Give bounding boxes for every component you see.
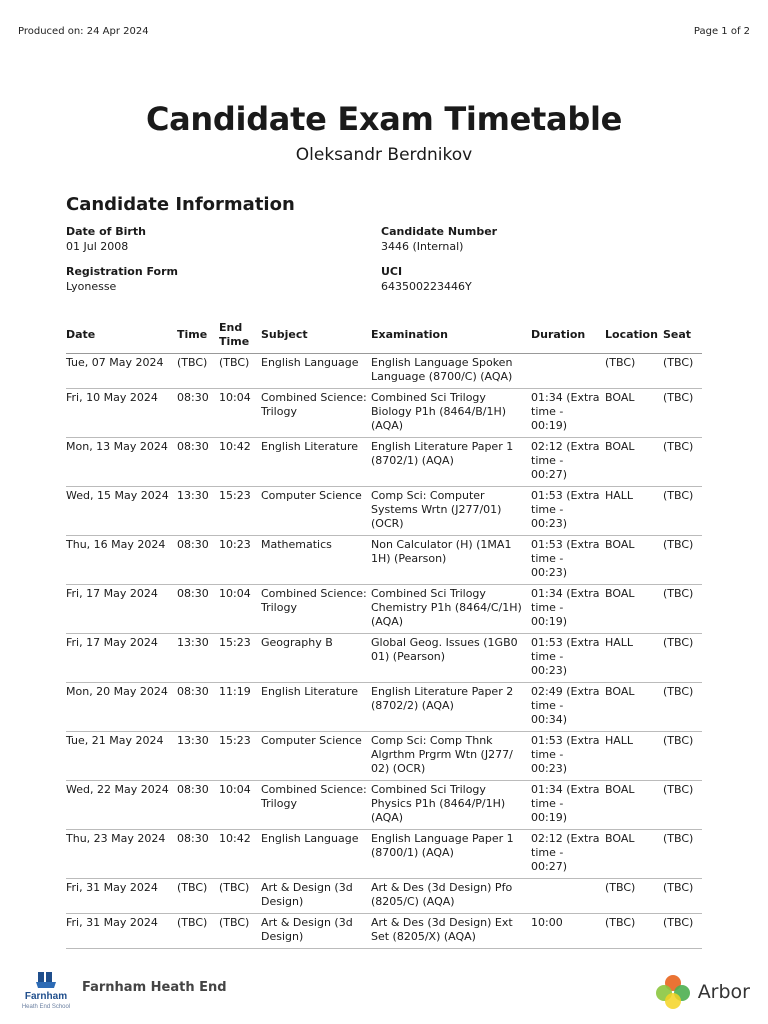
cell-date: Wed, 22 May 2024 xyxy=(66,781,177,830)
cell-subject: English Language xyxy=(261,354,371,389)
cell-location: BOAL xyxy=(605,536,663,585)
cell-duration: 02:49 (Extra time - 00:34) xyxy=(531,683,605,732)
cell-examination: Global Geog. Issues (1GB0 01) (Pearson) xyxy=(371,634,531,683)
cell-duration: 01:53 (Extra time - 00:23) xyxy=(531,536,605,585)
cell-location: BOAL xyxy=(605,830,663,879)
cell-location: BOAL xyxy=(605,683,663,732)
cell-subject: Combined Science: Trilogy xyxy=(261,781,371,830)
cell-time: 08:30 xyxy=(177,781,219,830)
cell-date: Wed, 15 May 2024 xyxy=(66,487,177,536)
cell-date: Fri, 17 May 2024 xyxy=(66,585,177,634)
cell-subject: Combined Science: Trilogy xyxy=(261,585,371,634)
uci-field xyxy=(381,264,696,304)
table-row xyxy=(66,438,702,487)
cell-seat: (TBC) xyxy=(663,683,702,732)
cell-end-time: 10:04 xyxy=(219,781,261,830)
cell-date: Fri, 31 May 2024 xyxy=(66,914,177,949)
cell-subject: Geography B xyxy=(261,634,371,683)
cell-location: BOAL xyxy=(605,781,663,830)
table-row xyxy=(66,487,702,536)
cell-end-time: 10:23 xyxy=(219,536,261,585)
cell-time: 13:30 xyxy=(177,732,219,781)
school-logo xyxy=(16,970,227,1012)
arbor-leaf-icon xyxy=(654,974,692,1010)
cell-time: 08:30 xyxy=(177,389,219,438)
col-header-examination: Examination xyxy=(371,318,531,354)
crest-text-bottom: Heath End School xyxy=(21,1004,71,1010)
arbor-logo xyxy=(654,974,750,1010)
cell-duration: 02:12 (Extra time - 00:27) xyxy=(531,830,605,879)
table-row xyxy=(66,585,702,634)
registration-form-field xyxy=(66,264,381,304)
cell-date: Thu, 23 May 2024 xyxy=(66,830,177,879)
cell-time: 13:30 xyxy=(177,634,219,683)
cell-date: Thu, 16 May 2024 xyxy=(66,536,177,585)
cell-examination: Comp Sci: Computer Systems Wrtn (J277/01) (OCR) xyxy=(371,487,531,536)
cell-end-time: 10:04 xyxy=(219,389,261,438)
cell-time: 08:30 xyxy=(177,683,219,732)
cell-time: 13:30 xyxy=(177,487,219,536)
candidate-number-label: Candidate Number xyxy=(381,225,498,238)
cell-date: Tue, 21 May 2024 xyxy=(66,732,177,781)
page-header xyxy=(18,26,750,37)
cell-end-time: 10:04 xyxy=(219,585,261,634)
cell-seat: (TBC) xyxy=(663,830,702,879)
table-row xyxy=(66,536,702,585)
col-header-time: Time xyxy=(177,318,219,354)
cell-end-time: 15:23 xyxy=(219,732,261,781)
cell-end-time: 15:23 xyxy=(219,487,261,536)
page-number: Page 1 of 2 xyxy=(693,26,750,37)
col-header-seat: Seat xyxy=(663,318,702,354)
crest-text-top: Farnham xyxy=(24,991,68,1002)
candidate-number-field xyxy=(381,224,696,264)
cell-seat: (TBC) xyxy=(663,914,702,949)
table-row xyxy=(66,634,702,683)
cell-examination: Art & Des (3d Design) Ext Set (8205/X) (AQA) xyxy=(371,914,531,949)
cell-end-time: (TBC) xyxy=(219,914,261,949)
cell-time: 08:30 xyxy=(177,585,219,634)
produced-date: Produced on: 24 Apr 2024 xyxy=(18,26,149,37)
table-header-row xyxy=(66,318,702,354)
school-crest-icon xyxy=(16,970,76,1012)
cell-examination: English Language Paper 1 (8700/1) (AQA) xyxy=(371,830,531,879)
col-header-subject: Subject xyxy=(261,318,371,354)
cell-seat: (TBC) xyxy=(663,585,702,634)
registration-form-label: Registration Form xyxy=(66,265,178,278)
cell-duration: 01:53 (Extra time - 00:23) xyxy=(531,487,605,536)
cell-end-time: 15:23 xyxy=(219,634,261,683)
cell-seat: (TBC) xyxy=(663,732,702,781)
cell-location: (TBC) xyxy=(605,914,663,949)
uci-value: 643500223446Y xyxy=(381,280,472,293)
cell-location: HALL xyxy=(605,487,663,536)
cell-location: HALL xyxy=(605,732,663,781)
cell-duration: 02:12 (Extra time - 00:27) xyxy=(531,438,605,487)
table-row xyxy=(66,732,702,781)
cell-seat: (TBC) xyxy=(663,879,702,914)
cell-duration: 01:34 (Extra time - 00:19) xyxy=(531,585,605,634)
cell-time: 08:30 xyxy=(177,438,219,487)
table-row xyxy=(66,830,702,879)
col-header-location: Location xyxy=(605,318,663,354)
registration-form-value: Lyonesse xyxy=(66,280,117,293)
cell-examination: Art & Des (3d Design) Pfo (8205/C) (AQA) xyxy=(371,879,531,914)
cell-location: BOAL xyxy=(605,389,663,438)
cell-subject: Art & Design (3d Design) xyxy=(261,914,371,949)
uci-label: UCI xyxy=(381,265,403,278)
cell-examination: English Literature Paper 2 (8702/2) (AQA) xyxy=(371,683,531,732)
cell-examination: Comp Sci: Comp Thnk Algrthm Prgrm Wtn (J277/ 02) (OCR) xyxy=(371,732,531,781)
cell-seat: (TBC) xyxy=(663,634,702,683)
page-title: Candidate Exam Timetable xyxy=(145,100,623,138)
cell-duration: 10:00 xyxy=(531,914,605,949)
cell-seat: (TBC) xyxy=(663,354,702,389)
cell-end-time: 11:19 xyxy=(219,683,261,732)
table-row xyxy=(66,354,702,389)
cell-location: BOAL xyxy=(605,585,663,634)
school-name: Farnham Heath End xyxy=(82,979,227,995)
cell-time: (TBC) xyxy=(177,354,219,389)
section-title: Candidate Information xyxy=(66,194,295,215)
cell-date: Mon, 20 May 2024 xyxy=(66,683,177,732)
cell-duration: 01:53 (Extra time - 00:23) xyxy=(531,634,605,683)
cell-examination: Combined Sci Trilogy Biology P1h (8464/B/1H) (AQA) xyxy=(371,389,531,438)
cell-end-time: (TBC) xyxy=(219,354,261,389)
cell-subject: Art & Design (3d Design) xyxy=(261,879,371,914)
table-row xyxy=(66,389,702,438)
cell-location: HALL xyxy=(605,634,663,683)
cell-time: (TBC) xyxy=(177,879,219,914)
arbor-wordmark: Arbor xyxy=(697,981,750,1003)
cell-subject: Computer Science xyxy=(261,732,371,781)
cell-examination: Non Calculator (H) (1MA1 1H) (Pearson) xyxy=(371,536,531,585)
col-header-end-time: End Time xyxy=(219,318,261,354)
exam-timetable xyxy=(66,318,702,949)
cell-subject: English Literature xyxy=(261,438,371,487)
cell-duration: 01:34 (Extra time - 00:19) xyxy=(531,389,605,438)
cell-location: (TBC) xyxy=(605,879,663,914)
cell-date: Fri, 17 May 2024 xyxy=(66,634,177,683)
dob-field xyxy=(66,224,381,264)
table-row xyxy=(66,879,702,914)
cell-duration: 01:53 (Extra time - 00:23) xyxy=(531,732,605,781)
table-row xyxy=(66,781,702,830)
cell-subject: Computer Science xyxy=(261,487,371,536)
cell-subject: Combined Science: Trilogy xyxy=(261,389,371,438)
candidate-number-value: 3446 (Internal) xyxy=(381,240,464,253)
cell-seat: (TBC) xyxy=(663,389,702,438)
cell-subject: English Literature xyxy=(261,683,371,732)
candidate-info xyxy=(66,224,706,304)
cell-examination: English Language Spoken Language (8700/C) (AQA) xyxy=(371,354,531,389)
cell-examination: English Literature Paper 1 (8702/1) (AQA) xyxy=(371,438,531,487)
dob-value: 01 Jul 2008 xyxy=(66,240,129,253)
cell-duration xyxy=(531,879,605,914)
cell-seat: (TBC) xyxy=(663,536,702,585)
cell-seat: (TBC) xyxy=(663,781,702,830)
cell-duration xyxy=(531,354,605,389)
cell-date: Fri, 10 May 2024 xyxy=(66,389,177,438)
cell-location: BOAL xyxy=(605,438,663,487)
cell-seat: (TBC) xyxy=(663,487,702,536)
cell-date: Mon, 13 May 2024 xyxy=(66,438,177,487)
table-body xyxy=(66,354,702,949)
candidate-name: Oleksandr Berdnikov xyxy=(295,145,473,165)
col-header-duration: Duration xyxy=(531,318,605,354)
cell-examination: Combined Sci Trilogy Chemistry P1h (8464/C/1H) (AQA) xyxy=(371,585,531,634)
cell-subject: English Language xyxy=(261,830,371,879)
cell-time: (TBC) xyxy=(177,914,219,949)
cell-end-time: 10:42 xyxy=(219,438,261,487)
cell-end-time: 10:42 xyxy=(219,830,261,879)
cell-end-time: (TBC) xyxy=(219,879,261,914)
cell-location: (TBC) xyxy=(605,354,663,389)
cell-duration: 01:34 (Extra time - 00:19) xyxy=(531,781,605,830)
col-header-date: Date xyxy=(66,318,177,354)
cell-subject: Mathematics xyxy=(261,536,371,585)
cell-date: Fri, 31 May 2024 xyxy=(66,879,177,914)
table-row xyxy=(66,914,702,949)
cell-time: 08:30 xyxy=(177,830,219,879)
cell-time: 08:30 xyxy=(177,536,219,585)
cell-date: Tue, 07 May 2024 xyxy=(66,354,177,389)
cell-examination: Combined Sci Trilogy Physics P1h (8464/P/1H) (AQA) xyxy=(371,781,531,830)
dob-label: Date of Birth xyxy=(66,225,146,238)
cell-seat: (TBC) xyxy=(663,438,702,487)
table-row xyxy=(66,683,702,732)
